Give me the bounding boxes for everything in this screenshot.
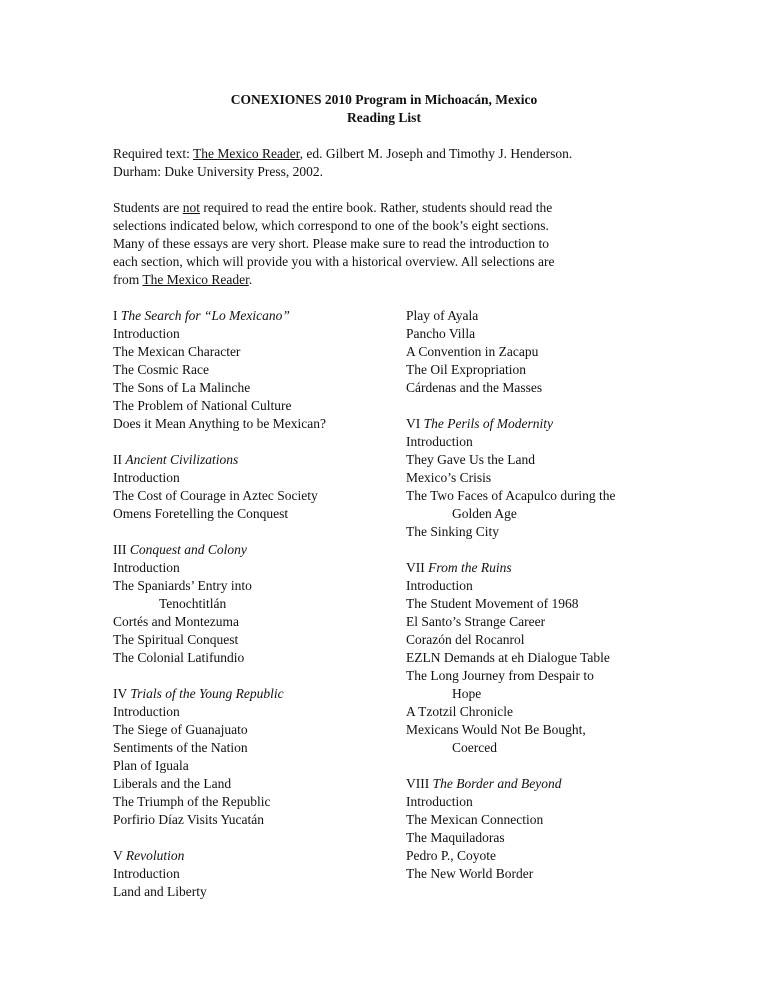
- book-title: The Mexico Reader: [142, 272, 249, 287]
- reading-item: EZLN Demands at eh Dialogue Table: [406, 650, 610, 665]
- section-heading: [113, 307, 393, 325]
- section-number: II: [113, 452, 126, 467]
- reading-item: Play of Ayala: [406, 308, 479, 323]
- reading-list-right-column: [406, 307, 666, 901]
- reading-item: They Gave Us the Land: [406, 452, 535, 467]
- document-title: CONEXIONES 2010 Program in Michoacán, Mexico: [230, 92, 538, 107]
- reading-item-continuation: Coerced: [452, 740, 497, 755]
- reading-item: The Colonial Latifundio: [113, 650, 245, 665]
- section-number: VI: [406, 416, 424, 431]
- section-number: VIII: [406, 776, 433, 791]
- reading-item: Sentiments of the Nation: [113, 740, 248, 755]
- reading-item-continuation: Tenochtitlán: [159, 596, 227, 611]
- section-heading: [113, 541, 393, 559]
- instructions-text: .: [248, 272, 253, 287]
- reading-item: The Spaniards’ Entry into: [113, 578, 252, 593]
- reading-item-continuation: Hope: [452, 686, 482, 701]
- instructions-text: Many of these essays are very short. Please make sure to read the introduction to: [113, 236, 549, 251]
- reading-item: El Santo’s Strange Career: [406, 614, 546, 629]
- instructions-text: required to read the entire book. Rather, students should read the: [200, 200, 553, 215]
- section-number: VII: [406, 560, 429, 575]
- reading-item: Introduction: [113, 866, 180, 881]
- required-publisher: Durham: Duke University Press, 2002.: [113, 164, 323, 179]
- reading-item: The Cosmic Race: [113, 362, 209, 377]
- reading-item: The Oil Expropriation: [406, 362, 526, 377]
- reading-item: Introduction: [406, 794, 473, 809]
- reading-item: Introduction: [406, 578, 473, 593]
- section-name: The Border and Beyond: [432, 776, 562, 791]
- reading-item: The Long Journey from Despair to: [406, 668, 594, 683]
- reading-item: A Convention in Zacapu: [406, 344, 539, 359]
- section-heading: [113, 451, 393, 469]
- reading-item: Does it Mean Anything to be Mexican?: [113, 416, 326, 431]
- reading-item: Corazón del Rocanrol: [406, 632, 525, 647]
- section-name: The Search for “Lo Mexicano”: [120, 308, 290, 323]
- reading-item: Mexico’s Crisis: [406, 470, 492, 485]
- section-7: [406, 559, 666, 757]
- reading-item: Porfirio Díaz Visits Yucatán: [113, 812, 265, 827]
- section-name: The Perils of Modernity: [423, 416, 553, 431]
- reading-item: The Triumph of the Republic: [113, 794, 271, 809]
- instructions-text: selections indicated below, which correspond to one of the book’s eight sections.: [113, 218, 549, 233]
- reading-item: The Cost of Courage in Aztec Society: [113, 488, 318, 503]
- document-subtitle: Reading List: [347, 110, 421, 125]
- reading-item: Introduction: [113, 560, 180, 575]
- reading-item: A Tzotzil Chronicle: [406, 704, 513, 719]
- reading-item-continuation: Golden Age: [452, 506, 517, 521]
- section-heading: [113, 847, 393, 865]
- reading-item: Omens Foretelling the Conquest: [113, 506, 289, 521]
- section-number: IV: [113, 686, 131, 701]
- section-1: [113, 307, 393, 433]
- section-2: [113, 451, 393, 523]
- reading-item: Liberals and the Land: [113, 776, 232, 791]
- section-name: Ancient Civilizations: [125, 452, 239, 467]
- section-name: Trials of the Young Republic: [130, 686, 284, 701]
- reading-item: Land and Liberty: [113, 884, 207, 899]
- reading-item: The Problem of National Culture: [113, 398, 292, 413]
- reading-item: The Mexican Connection: [406, 812, 544, 827]
- section-number: III: [113, 542, 130, 557]
- reading-item: The Siege of Guanajuato: [113, 722, 248, 737]
- section-heading: [113, 685, 393, 703]
- section-8: [406, 775, 666, 883]
- section-heading: [406, 415, 666, 433]
- reading-item: The New World Border: [406, 866, 534, 881]
- section-4: [113, 685, 393, 829]
- emphasis-not: not: [182, 200, 201, 215]
- reading-item: Introduction: [113, 704, 180, 719]
- reading-item: Cárdenas and the Masses: [406, 380, 543, 395]
- book-title: The Mexico Reader: [193, 146, 300, 161]
- reading-item: The Sons of La Malinche: [113, 380, 251, 395]
- instructions-text: from: [113, 272, 143, 287]
- reading-item: Plan of Iguala: [113, 758, 189, 773]
- reading-item: The Maquiladoras: [406, 830, 505, 845]
- instructions-text: each section, which will provide you with a historical overview. All selections are: [113, 254, 555, 269]
- section-5: [113, 847, 393, 901]
- section-number: V: [113, 848, 126, 863]
- reading-item: Pancho Villa: [406, 326, 476, 341]
- instructions-text: Students are: [113, 200, 183, 215]
- reading-item: Introduction: [113, 326, 180, 341]
- section-heading: [406, 775, 666, 793]
- section-5-continued: [406, 307, 666, 397]
- reading-item: Mexicans Would Not Be Bought,: [406, 722, 586, 737]
- required-editors: , ed. Gilbert M. Joseph and Timothy J. Henderson.: [299, 146, 573, 161]
- required-prefix: Required text:: [113, 146, 193, 161]
- reading-item: Pedro P., Coyote: [406, 848, 497, 863]
- reading-item: The Mexican Character: [113, 344, 241, 359]
- reading-item: Introduction: [406, 434, 473, 449]
- section-name: Conquest and Colony: [129, 542, 247, 557]
- section-3: [113, 541, 393, 667]
- reading-item: The Student Movement of 1968: [406, 596, 579, 611]
- reading-item: Introduction: [113, 470, 180, 485]
- section-6: [406, 415, 666, 541]
- instructions-paragraph: [113, 199, 653, 289]
- section-number: I: [113, 308, 121, 323]
- reading-item: Cortés and Montezuma: [113, 614, 239, 629]
- title-block: [0, 91, 768, 127]
- required-text-paragraph: [113, 145, 653, 181]
- reading-item: The Sinking City: [406, 524, 500, 539]
- reading-item: The Two Faces of Acapulco during the: [406, 488, 616, 503]
- section-name: From the Ruins: [428, 560, 512, 575]
- section-heading: [406, 559, 666, 577]
- reading-item: The Spiritual Conquest: [113, 632, 239, 647]
- reading-list-left-column: [113, 307, 393, 919]
- section-name: Revolution: [125, 848, 185, 863]
